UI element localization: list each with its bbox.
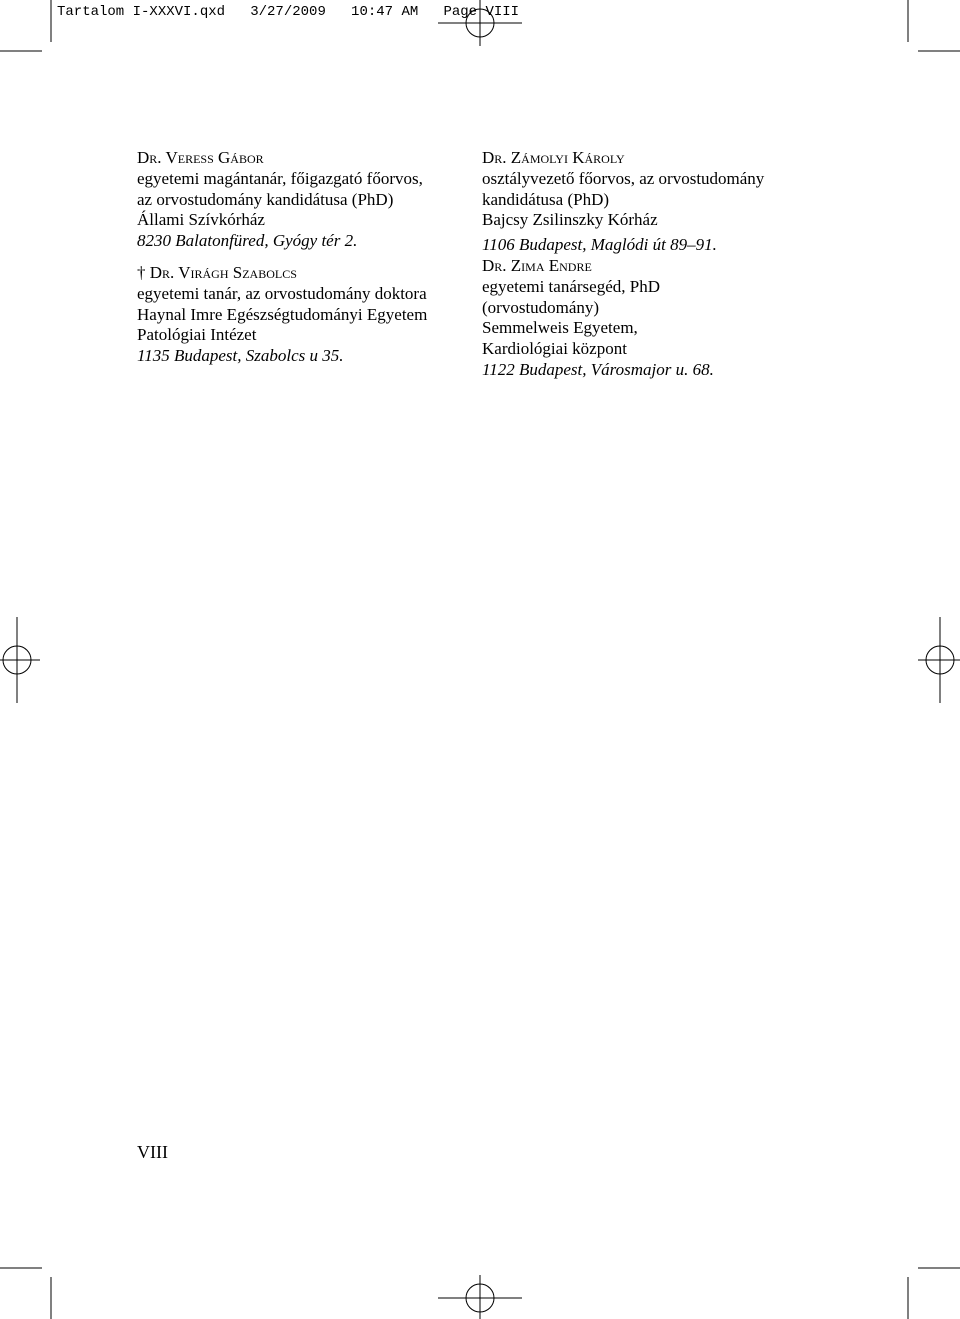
author-department: Patológiai Intézet <box>137 325 257 345</box>
author-address: 1122 Budapest, Városmajor u. 68. <box>482 359 714 379</box>
author-entry <box>482 256 822 381</box>
author-entry <box>137 148 477 252</box>
author-name: Dr. Zima Endre <box>482 255 592 275</box>
author-degree: (orvostudomány) <box>482 297 600 317</box>
author-institution: Állami Szívkórház <box>137 210 265 230</box>
author-institution: Bajcsy Zsilinszky Kórház <box>482 210 658 230</box>
page-number: VIII <box>137 1142 168 1162</box>
author-title: egyetemi tanár, az orvostudomány doktora <box>137 283 427 303</box>
author-name: † Dr. Virágh Szabolcs <box>137 262 297 282</box>
author-address: 8230 Balatonfüred, Gyógy tér 2. <box>137 231 358 251</box>
file-slug: Tartalom I-XXXVI.qxd 3/27/2009 10:47 AM Page VIII <box>57 4 520 20</box>
left-column <box>137 148 477 378</box>
author-department: Kardiológiai központ <box>482 339 627 359</box>
author-title: egyetemi tanársegéd, PhD <box>482 276 660 296</box>
author-title: osztályvezető főorvos, az orvostudomány <box>482 168 765 188</box>
author-name: Dr. Zámolyi Károly <box>482 148 625 167</box>
author-degree: az orvostudomány kandidátusa (PhD) <box>137 189 394 209</box>
right-column <box>482 148 822 392</box>
author-institution: Semmelweis Egyetem, <box>482 318 638 338</box>
author-entry <box>482 148 822 256</box>
author-title: egyetemi magántanár, főigazgató főorvos, <box>137 168 423 188</box>
author-name: Dr. Veress Gábor <box>137 148 264 167</box>
author-degree: kandidátusa (PhD) <box>482 189 610 209</box>
author-institution: Haynal Imre Egészségtudományi Egyetem <box>137 304 428 324</box>
author-address: 1135 Budapest, Szabolcs u 35. <box>137 346 344 366</box>
author-address: 1106 Budapest, Maglódi út 89–91. <box>482 235 717 255</box>
author-entry <box>137 263 477 367</box>
